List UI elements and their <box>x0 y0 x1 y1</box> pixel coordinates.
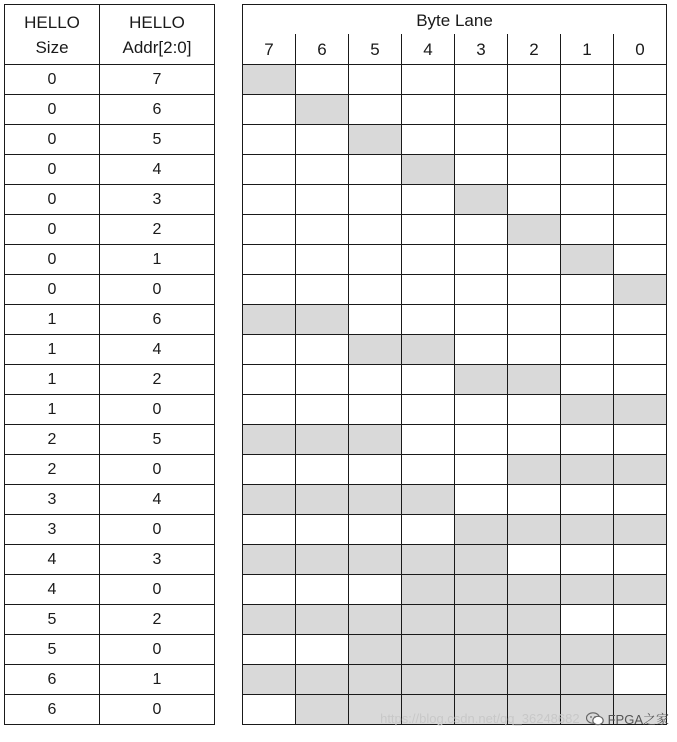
lane-cell-inactive <box>296 65 349 95</box>
byte-lane-row <box>243 665 667 695</box>
lane-cell-inactive <box>561 275 614 305</box>
lane-cell-inactive <box>508 425 561 455</box>
lane-cell-inactive <box>614 365 667 395</box>
table-row <box>5 575 215 605</box>
size-cell: 0 <box>5 185 100 215</box>
table-row <box>5 665 215 695</box>
lane-cell-inactive <box>243 695 296 725</box>
byte-lane-header-2: 2 <box>508 34 561 65</box>
addr-cell: 0 <box>100 275 215 305</box>
lane-cell-inactive <box>243 95 296 125</box>
lane-cell-inactive <box>614 425 667 455</box>
addr-cell: 1 <box>100 245 215 275</box>
lane-cell-inactive <box>614 65 667 95</box>
lane-cell-inactive <box>455 215 508 245</box>
lane-cell-inactive <box>402 245 455 275</box>
lane-cell-inactive <box>508 485 561 515</box>
lane-cell-active <box>243 305 296 335</box>
watermark-brand: FPGA之家 <box>607 712 669 727</box>
lane-cell-inactive <box>561 95 614 125</box>
addr-cell: 0 <box>100 455 215 485</box>
size-addr-body <box>5 65 215 725</box>
table-row <box>5 425 215 455</box>
lane-cell-active <box>508 515 561 545</box>
lane-cell-active <box>455 695 508 725</box>
lane-cell-inactive <box>455 305 508 335</box>
byte-lane-row <box>243 65 667 95</box>
byte-lane-row <box>243 95 667 125</box>
size-addr-table <box>4 4 215 725</box>
table-row <box>5 455 215 485</box>
lane-cell-inactive <box>402 395 455 425</box>
table-row <box>5 605 215 635</box>
lane-cell-inactive <box>402 365 455 395</box>
lane-cell-active <box>508 635 561 665</box>
lane-cell-inactive <box>614 155 667 185</box>
size-cell: 4 <box>5 545 100 575</box>
lane-cell-inactive <box>508 275 561 305</box>
table-row <box>5 695 215 725</box>
byte-lane-table <box>242 4 667 725</box>
lane-cell-inactive <box>349 275 402 305</box>
lane-cell-active <box>349 695 402 725</box>
lane-cell-active <box>296 305 349 335</box>
lane-cell-inactive <box>243 455 296 485</box>
lane-cell-active <box>455 665 508 695</box>
lane-cell-active <box>561 665 614 695</box>
lane-cell-inactive <box>349 395 402 425</box>
lane-cell-inactive <box>455 395 508 425</box>
lane-cell-inactive <box>402 515 455 545</box>
addr-cell: 0 <box>100 395 215 425</box>
size-cell: 2 <box>5 455 100 485</box>
addr-cell: 4 <box>100 155 215 185</box>
addr-cell: 6 <box>100 95 215 125</box>
lane-cell-active <box>614 275 667 305</box>
lane-cell-inactive <box>349 185 402 215</box>
lane-cell-inactive <box>455 425 508 455</box>
lane-cell-inactive <box>614 665 667 695</box>
byte-lane-title: Byte Lane <box>243 5 667 35</box>
lane-cell-active <box>614 635 667 665</box>
addr-cell: 0 <box>100 695 215 725</box>
size-cell: 0 <box>5 245 100 275</box>
size-header-line-1: HELLO <box>24 12 80 32</box>
lane-cell-inactive <box>614 215 667 245</box>
addr-cell: 5 <box>100 125 215 155</box>
addr-cell: 1 <box>100 665 215 695</box>
lane-cell-active <box>561 245 614 275</box>
lane-cell-active <box>561 395 614 425</box>
lane-cell-inactive <box>402 65 455 95</box>
lane-cell-inactive <box>402 275 455 305</box>
size-header <box>5 5 100 65</box>
byte-lane-row <box>243 485 667 515</box>
lane-cell-inactive <box>296 215 349 245</box>
addr-header <box>100 5 215 65</box>
lane-cell-inactive <box>508 125 561 155</box>
addr-cell: 4 <box>100 335 215 365</box>
lane-cell-inactive <box>243 215 296 245</box>
lane-cell-inactive <box>243 575 296 605</box>
lane-cell-active <box>402 155 455 185</box>
size-cell: 2 <box>5 425 100 455</box>
size-cell: 0 <box>5 215 100 245</box>
byte-lane-title-row <box>243 5 667 35</box>
lane-cell-inactive <box>296 275 349 305</box>
lane-cell-active <box>349 125 402 155</box>
table-row <box>5 365 215 395</box>
lane-cell-active <box>561 635 614 665</box>
size-cell: 1 <box>5 305 100 335</box>
byte-lane-header-0: 0 <box>614 34 667 65</box>
lane-cell-active <box>243 425 296 455</box>
lane-cell-inactive <box>349 515 402 545</box>
lane-cell-active <box>349 425 402 455</box>
lane-cell-inactive <box>508 155 561 185</box>
lane-cell-active <box>614 395 667 425</box>
byte-lane-row <box>243 695 667 725</box>
lane-cell-active <box>296 695 349 725</box>
table-row <box>5 395 215 425</box>
size-cell: 0 <box>5 95 100 125</box>
lane-cell-inactive <box>455 95 508 125</box>
lane-cell-inactive <box>349 305 402 335</box>
lane-cell-inactive <box>455 275 508 305</box>
size-cell: 0 <box>5 125 100 155</box>
addr-cell: 0 <box>100 575 215 605</box>
byte-lane-row <box>243 455 667 485</box>
lane-cell-active <box>455 575 508 605</box>
lane-cell-inactive <box>296 245 349 275</box>
lane-cell-active <box>296 665 349 695</box>
table-row <box>5 545 215 575</box>
lane-cell-inactive <box>508 95 561 125</box>
byte-lane-header-1: 1 <box>561 34 614 65</box>
size-cell: 5 <box>5 635 100 665</box>
table-row <box>5 125 215 155</box>
table-row <box>5 215 215 245</box>
lane-cell-inactive <box>455 125 508 155</box>
byte-lane-row <box>243 305 667 335</box>
lane-cell-inactive <box>349 455 402 485</box>
lane-cell-inactive <box>296 395 349 425</box>
lane-cell-active <box>455 545 508 575</box>
size-cell: 3 <box>5 515 100 545</box>
lane-cell-active <box>402 665 455 695</box>
lane-cell-inactive <box>296 455 349 485</box>
addr-cell: 3 <box>100 185 215 215</box>
lane-cell-inactive <box>349 155 402 185</box>
lane-cell-inactive <box>561 215 614 245</box>
size-cell: 4 <box>5 575 100 605</box>
lane-cell-active <box>349 605 402 635</box>
byte-lane-body <box>243 65 667 725</box>
lane-cell-inactive <box>402 425 455 455</box>
lane-cell-active <box>349 665 402 695</box>
lane-cell-inactive <box>296 575 349 605</box>
lane-cell-active <box>508 605 561 635</box>
lane-cell-active <box>455 605 508 635</box>
byte-lane-row <box>243 425 667 455</box>
lane-cell-inactive <box>296 155 349 185</box>
lane-cell-inactive <box>402 95 455 125</box>
byte-lane-header-7: 7 <box>243 34 296 65</box>
lane-cell-inactive <box>296 365 349 395</box>
lane-cell-inactive <box>614 545 667 575</box>
lane-cell-inactive <box>349 65 402 95</box>
lane-cell-inactive <box>243 395 296 425</box>
addr-cell: 2 <box>100 365 215 395</box>
lane-cell-active <box>614 695 667 725</box>
lane-cell-active <box>349 485 402 515</box>
byte-lane-row <box>243 185 667 215</box>
lane-cell-inactive <box>402 455 455 485</box>
table-row <box>5 95 215 125</box>
byte-lane-row <box>243 125 667 155</box>
byte-lane-header-5: 5 <box>349 34 402 65</box>
table-row <box>5 515 215 545</box>
byte-lane-row <box>243 395 667 425</box>
lane-cell-inactive <box>508 245 561 275</box>
lane-cell-active <box>508 365 561 395</box>
lane-cell-inactive <box>561 335 614 365</box>
lane-cell-active <box>561 575 614 605</box>
lane-cell-active <box>455 635 508 665</box>
size-header-line-2: Size <box>35 37 69 57</box>
table-row <box>5 485 215 515</box>
lane-cell-active <box>296 605 349 635</box>
lane-cell-active <box>508 695 561 725</box>
lane-cell-inactive <box>455 245 508 275</box>
lane-cell-active <box>561 515 614 545</box>
addr-header-line-2: Addr[2:0] <box>122 37 192 57</box>
byte-lane-row <box>243 545 667 575</box>
byte-lane-row <box>243 575 667 605</box>
size-cell: 3 <box>5 485 100 515</box>
lane-cell-inactive <box>561 605 614 635</box>
lane-cell-active <box>296 485 349 515</box>
table-row <box>5 245 215 275</box>
lane-cell-inactive <box>296 635 349 665</box>
lane-cell-inactive <box>561 185 614 215</box>
size-cell: 0 <box>5 275 100 305</box>
lane-cell-inactive <box>243 125 296 155</box>
size-cell: 1 <box>5 335 100 365</box>
lane-cell-inactive <box>243 515 296 545</box>
lane-cell-inactive <box>455 65 508 95</box>
lane-cell-inactive <box>561 125 614 155</box>
addr-cell: 6 <box>100 305 215 335</box>
lane-cell-inactive <box>296 335 349 365</box>
lane-cell-active <box>349 635 402 665</box>
lane-cell-active <box>402 335 455 365</box>
lane-cell-inactive <box>243 185 296 215</box>
byte-lane-row <box>243 335 667 365</box>
lane-cell-inactive <box>561 425 614 455</box>
lane-cell-inactive <box>349 365 402 395</box>
byte-lane-row <box>243 515 667 545</box>
addr-cell: 5 <box>100 425 215 455</box>
table-row <box>5 65 215 95</box>
lane-cell-inactive <box>455 455 508 485</box>
lane-cell-active <box>243 665 296 695</box>
lane-cell-active <box>508 665 561 695</box>
byte-lane-row <box>243 155 667 185</box>
byte-lane-row <box>243 365 667 395</box>
lane-cell-inactive <box>243 155 296 185</box>
lane-cell-inactive <box>508 65 561 95</box>
lane-cell-inactive <box>561 65 614 95</box>
lane-cell-inactive <box>455 485 508 515</box>
lane-cell-active <box>614 455 667 485</box>
addr-cell: 3 <box>100 545 215 575</box>
lane-cell-inactive <box>243 335 296 365</box>
lane-cell-active <box>349 545 402 575</box>
lane-cell-inactive <box>296 125 349 155</box>
lane-cell-inactive <box>561 155 614 185</box>
lane-cell-active <box>349 335 402 365</box>
size-addr-header-row <box>5 5 215 65</box>
lane-cell-inactive <box>455 155 508 185</box>
byte-lane-row <box>243 605 667 635</box>
lane-cell-inactive <box>508 395 561 425</box>
lane-cell-active <box>402 635 455 665</box>
lane-cell-active <box>402 485 455 515</box>
lane-cell-active <box>508 455 561 485</box>
lane-cell-active <box>243 545 296 575</box>
lane-cell-inactive <box>508 305 561 335</box>
lane-cell-inactive <box>402 185 455 215</box>
lane-cell-active <box>402 605 455 635</box>
lane-cell-inactive <box>243 275 296 305</box>
lane-cell-active <box>402 695 455 725</box>
lane-cell-inactive <box>296 515 349 545</box>
lane-cell-active <box>508 575 561 605</box>
lane-cell-inactive <box>402 215 455 245</box>
lane-cell-inactive <box>296 185 349 215</box>
lane-cell-inactive <box>508 545 561 575</box>
lane-cell-inactive <box>402 305 455 335</box>
byte-lane-row <box>243 275 667 305</box>
lane-cell-active <box>296 545 349 575</box>
lane-cell-active <box>243 65 296 95</box>
lane-cell-inactive <box>349 215 402 245</box>
lane-cell-inactive <box>614 95 667 125</box>
lane-cell-inactive <box>614 305 667 335</box>
lane-cell-active <box>508 215 561 245</box>
size-cell: 6 <box>5 695 100 725</box>
lane-cell-inactive <box>243 245 296 275</box>
lane-cell-active <box>243 485 296 515</box>
lane-cell-inactive <box>508 335 561 365</box>
table-row <box>5 185 215 215</box>
lane-cell-active <box>561 695 614 725</box>
table-row <box>5 275 215 305</box>
lane-cell-inactive <box>561 485 614 515</box>
lane-cell-inactive <box>614 335 667 365</box>
watermark-url: https://blog.csdn.net/qq_36248682 <box>380 711 580 726</box>
size-cell: 6 <box>5 665 100 695</box>
lane-cell-inactive <box>243 365 296 395</box>
byte-lane-header-4: 4 <box>402 34 455 65</box>
byte-lane-row <box>243 635 667 665</box>
addr-cell: 2 <box>100 215 215 245</box>
lane-cell-inactive <box>508 185 561 215</box>
table-row <box>5 635 215 665</box>
lane-cell-inactive <box>561 305 614 335</box>
byte-lane-row <box>243 215 667 245</box>
lane-cell-active <box>296 95 349 125</box>
size-cell: 0 <box>5 65 100 95</box>
lane-cell-inactive <box>614 485 667 515</box>
lane-cell-inactive <box>614 605 667 635</box>
lane-cell-inactive <box>349 95 402 125</box>
lane-cell-active <box>455 515 508 545</box>
lane-cell-active <box>455 185 508 215</box>
lane-cell-active <box>455 365 508 395</box>
lane-cell-active <box>402 545 455 575</box>
byte-lane-row <box>243 245 667 275</box>
addr-header-line-1: HELLO <box>129 12 185 32</box>
lane-cell-active <box>614 575 667 605</box>
size-cell: 1 <box>5 365 100 395</box>
table-row <box>5 305 215 335</box>
lane-cell-active <box>561 455 614 485</box>
lane-cell-inactive <box>349 245 402 275</box>
lane-cell-inactive <box>561 545 614 575</box>
lane-cell-inactive <box>614 245 667 275</box>
size-cell: 5 <box>5 605 100 635</box>
addr-cell: 2 <box>100 605 215 635</box>
lane-cell-inactive <box>349 575 402 605</box>
byte-lane-header-6: 6 <box>296 34 349 65</box>
addr-cell: 0 <box>100 635 215 665</box>
lane-cell-inactive <box>402 125 455 155</box>
byte-lane-number-row <box>243 34 667 65</box>
lane-cell-inactive <box>455 335 508 365</box>
lane-cell-inactive <box>614 185 667 215</box>
addr-cell: 0 <box>100 515 215 545</box>
table-row <box>5 335 215 365</box>
lane-cell-inactive <box>243 635 296 665</box>
byte-lane-header-3: 3 <box>455 34 508 65</box>
lane-cell-inactive <box>614 125 667 155</box>
table-row <box>5 155 215 185</box>
size-cell: 0 <box>5 155 100 185</box>
lane-cell-active <box>243 605 296 635</box>
addr-cell: 7 <box>100 65 215 95</box>
lane-cell-active <box>614 515 667 545</box>
size-cell: 1 <box>5 395 100 425</box>
addr-cell: 4 <box>100 485 215 515</box>
lane-cell-inactive <box>561 365 614 395</box>
lane-cell-active <box>296 425 349 455</box>
lane-cell-active <box>402 575 455 605</box>
